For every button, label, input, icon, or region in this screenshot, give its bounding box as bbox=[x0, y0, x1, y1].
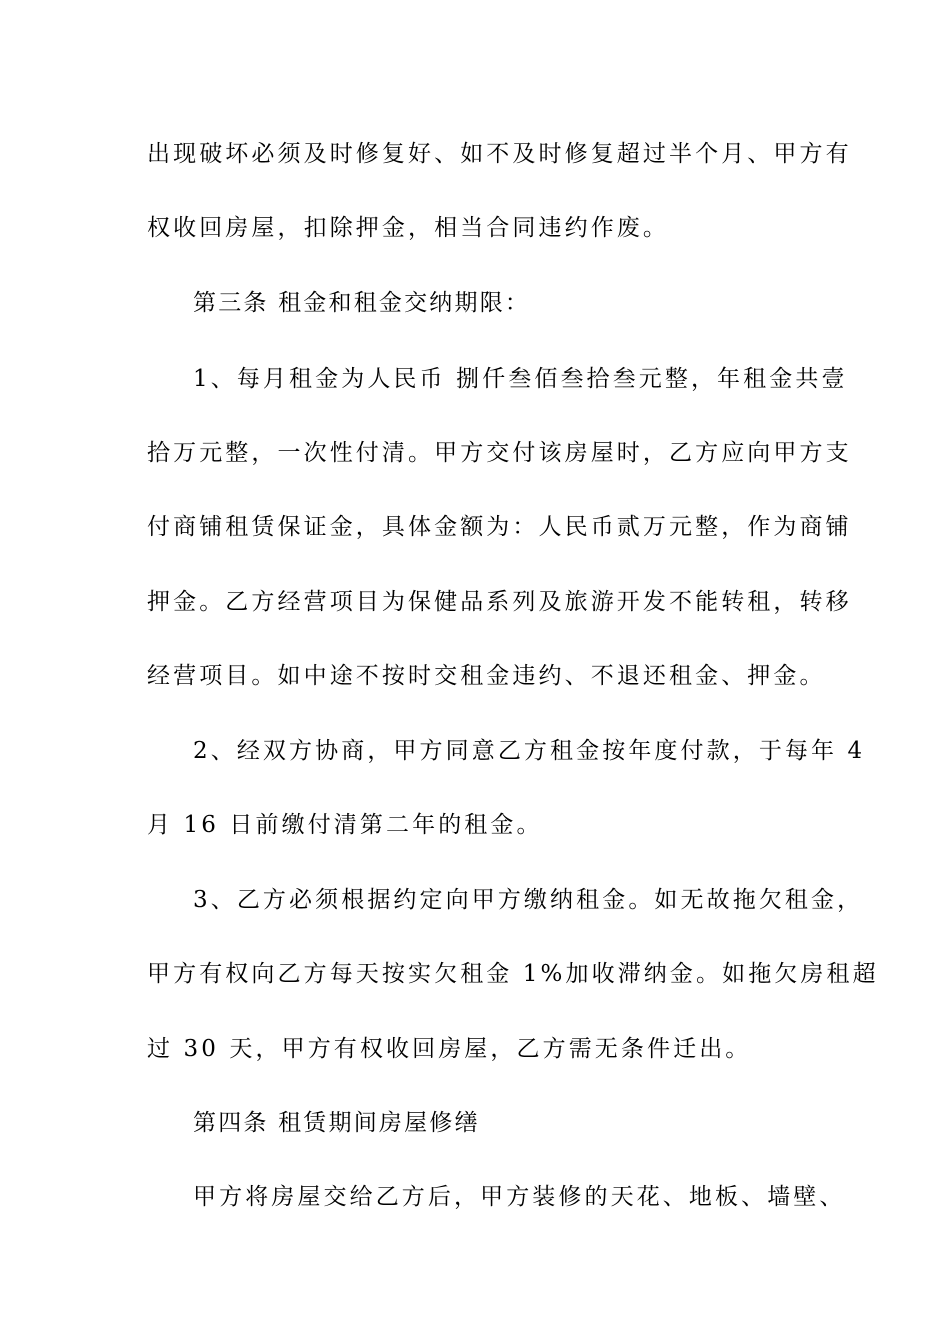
text-line: 2、经双方协商，甲方同意乙方租金按年度付款，于每年 4 bbox=[193, 738, 866, 764]
text-line: 拾万元整，一次性付清。甲方交付该房屋时，乙方应向甲方支 bbox=[147, 440, 852, 466]
text-line: 甲方将房屋交给乙方后，甲方装修的天花、地板、墙壁、 bbox=[193, 1184, 846, 1210]
section-heading-article-4: 第四条 租赁期间房屋修缮 bbox=[193, 1110, 480, 1136]
text-line: 1、每月租金为人民币 捌仟叁佰叁拾叁元整，年租金共壹 bbox=[193, 366, 848, 392]
text-line: 经营项目。如中途不按时交租金违约、不退还租金、押金。 bbox=[147, 663, 826, 689]
text-line: 出现破坏必须及时修复好、如不及时修复超过半个月、甲方有 bbox=[147, 141, 852, 167]
text-line: 甲方有权向乙方每天按实欠租金 1%加收滞纳金。如拖欠房租超 bbox=[147, 961, 879, 987]
text-line: 月 16 日前缴付清第二年的租金。 bbox=[147, 812, 543, 838]
text-line: 过 30 天，甲方有权收回房屋，乙方需无条件迁出。 bbox=[147, 1036, 752, 1062]
text-line: 押金。乙方经营项目为保健品系列及旅游开发不能转租，转移 bbox=[147, 589, 852, 615]
text-line: 付商铺租赁保证金，具体金额为：人民币贰万元整，作为商铺 bbox=[147, 514, 852, 540]
text-line: 3、乙方必须根据约定向甲方缴纳租金。如无故拖欠租金， bbox=[193, 887, 864, 913]
text-line: 权收回房屋，扣除押金，相当合同违约作废。 bbox=[147, 215, 669, 241]
section-heading-article-3: 第三条 租金和租金交纳期限： bbox=[193, 290, 531, 316]
